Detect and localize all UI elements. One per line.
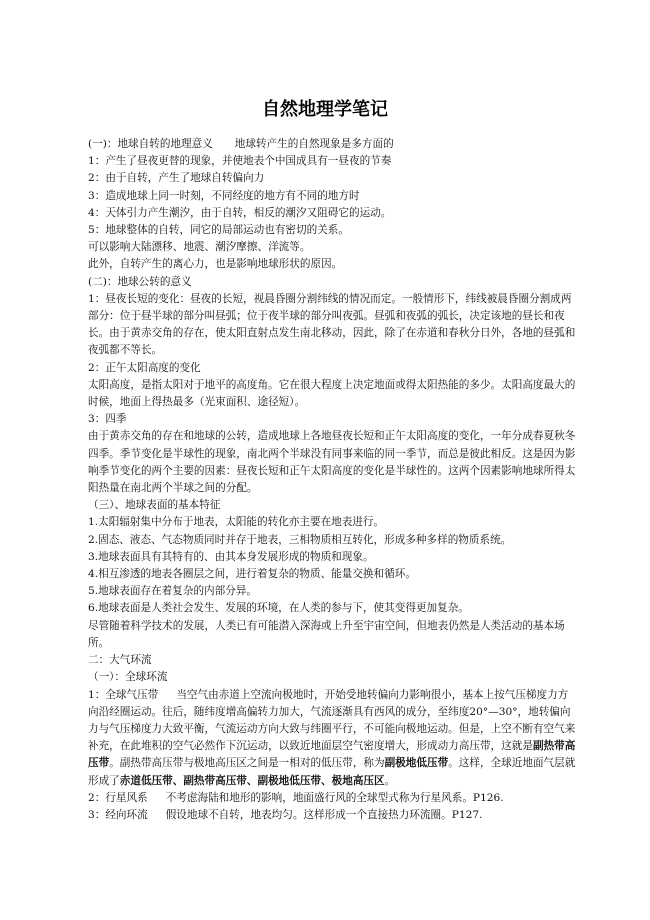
subheading: 3：四季 — [88, 413, 127, 426]
list-item: 3：造成地球上同一时刻，不同经度的地方有不同的地方时 — [88, 189, 360, 202]
document-title: 自然地理学笔记 — [262, 99, 388, 120]
paragraph: 1：昼夜长短的变化：昼夜的长短，视晨昏圈分割纬线的情况而定。一般情形下，纬线被晨昏圈分割成两部分：位于昼半球的部分叫昼弧；位于夜半球的部分叫夜弧。昼弧和夜弧的弧长，决定该地的昼长和夜长。由于黄赤交角的存在，使太阳直射点发生南北移动，因此，除了在赤道和春秋分日外，各地的昼弧和夜弧都不等长。 — [88, 292, 576, 357]
list-item: 1.太阳辐射集中分布于地表，太阳能的转化亦主要在地表进行。 — [88, 516, 385, 529]
item-text: 当空气由赤道上空流向极地时，开始受地转偏向力影响很小，基本上按气压梯度力方向沿经圈运动。往后，随纬度增高偏转力加大，气流逐渐具有西风的成分，至纬度20°—30°，地转偏向力与气压梯度力大致平衡，气流运动方向大致与纬圈平行，不可能向极地运动。但是，上空不断有空气来补充，在此堆积的空气必然作下沉运动，以致近地面层空气密度增大，形成动力高压带，这就是 — [88, 688, 576, 753]
item-label: 2：行星风系 — [88, 791, 148, 804]
list-item: 可以影响大陆漂移、地震、潮汐摩擦、洋流等。 — [88, 241, 311, 254]
section-heading-circulation: 二：大气环流 — [88, 654, 152, 667]
item-label: 1：全球气压带 — [88, 688, 159, 701]
list-item: 4.相互渗透的地表各圈层之间，进行着复杂的物质、能量交换和循环。 — [88, 568, 416, 581]
list-item: 6.地球表面是人类社会发生、发展的环境，在人类的参与下，使其变得更加复杂。 — [88, 602, 469, 615]
document-body — [88, 136, 578, 824]
heading-text: (一)：地球自转的地理意义 — [88, 138, 213, 150]
section-heading-rotation — [88, 136, 578, 153]
section-heading-surface: （三）、地球表面的基本特征 — [88, 499, 221, 512]
list-item: 2.固态、液态、气态物质同时并存于地表，三相物质相互转化，形成多种多样的物质系统。 — [88, 533, 512, 546]
list-item: 4：天体引力产生潮汐，由于自转，相反的潮汐又阻碍它的运动。 — [88, 206, 392, 219]
paragraph — [88, 807, 578, 824]
list-item: 5.地球表面存在着复杂的内部分异。 — [88, 585, 258, 598]
subheading: （一）：全球环流 — [88, 671, 168, 684]
item-text: 不考虑海陆和地形的影响，地面盛行风的全球型式称为行星风系。P126. — [165, 791, 504, 804]
paragraph — [88, 687, 578, 790]
list-item: 2：由于自转，产生了地球自转偏向力 — [88, 172, 265, 185]
heading-note: 地球转产生的自然现象是多方面的 — [234, 138, 394, 150]
section-heading-revolution: (二)：地球公转的意义 — [88, 275, 192, 288]
item-text: 假设地球不自转，地表均匀。这样形成一个直接热力环流圈。P127. — [165, 808, 483, 821]
item-text: 。这样，全球近地面气层就形成了 — [88, 757, 576, 787]
bold-term: 赤道低压带、副热带高压带、副极地低压带、极地高压区 — [119, 774, 385, 787]
bold-term: 副极地低压带 — [384, 757, 449, 770]
paragraph: 太阳高度，是指太阳对于地平的高度角。它在很大程度上决定地面或得太阳热能的多少。太阳高度最大的时候，地面上得热最多（光束面积、途径短）。 — [88, 378, 576, 409]
paragraph — [88, 790, 578, 807]
item-label: 3：经向环流 — [88, 808, 148, 821]
list-item: 5：地球整体的自转，同它的局部运动也有密切的关系。 — [88, 224, 349, 237]
bold-term: 副热带高压带 — [88, 740, 576, 770]
item-text: 。副热带高压带与极地高压区之间是一相对的低压带，称为 — [109, 757, 385, 770]
list-item: 此外，自转产生的离心力，也是影响地球形状的原因。 — [88, 258, 343, 271]
paragraph: 由于黄赤交角的存在和地球的公转，造成地球上各地昼夜长短和正午太阳高度的变化，一年分成春夏秋冬四季。季节变化是半球性的现象，南北两个半球没有同事来临的同一季节，而总是彼此相反。这是因为影响季节变化的两个主要的因素：昼夜长短和正午太阳高度的变化是半球性的。这两个因素影响地球所得太阳热量在南北两个半球之间的分配。 — [88, 430, 576, 495]
list-item: 3.地球表面具有其特有的、由其本身发展形成的物质和现象。 — [88, 550, 374, 563]
subheading: 2：正午太阳高度的变化 — [88, 361, 201, 374]
paragraph: 尽管随着科学技术的发展，人类已有可能潜入深海或上升至宇宙空间，但地表仍然是人类活动的基本场所。 — [88, 619, 565, 649]
list-item: 1：产生了昼夜更替的现象，并使地表个中国成具有一昼夜的节奏 — [88, 155, 392, 168]
item-text: 。 — [384, 774, 396, 787]
